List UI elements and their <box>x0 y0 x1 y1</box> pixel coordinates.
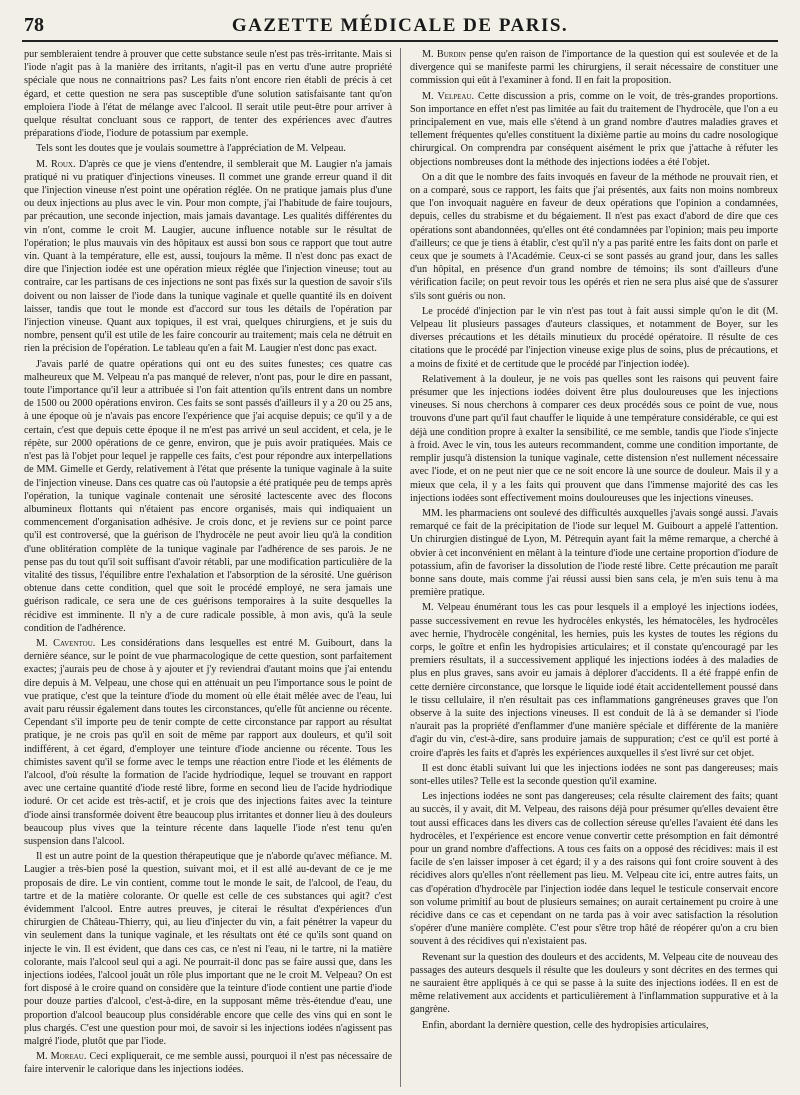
paragraph <box>410 90 778 169</box>
paragraph <box>410 951 778 1017</box>
paragraph <box>410 373 778 505</box>
speaker-name: M. Roux. <box>36 158 76 170</box>
paragraph-text: pense qu'en raison de l'importance de la question qui est soulevée et de la divergence qui se manifeste parmi les chirurgiens, il serait nécessaire de constituer une commission qui eût à l'examiner à fond. Il en fait la proposition. <box>410 49 778 87</box>
paragraph-text: Les considérations dans lesquelles est entré M. Guibourt, dans la dernière séance, sur le point de vue pharmacologique de cette question, sont parfaitement exactes; j'aurais peu de chose à y ajouter et j'y reviendrai d'autant moins que j'ai entendu dire depuis à M. Velpeau, une chose qui en atténuait un peu l'importance sous le point de vue pratique, c'est que la teinture d'iode du moment où elle était mêlée avec de l'eau, lui avait paru réussir également dans toutes les circonstances, qu'elle fût ancienne ou récente. Cependant s'il importe peu de tenir compte de cette circonstance par rapport au résultat pratique, je ne crois pas qu'il en soit de même par rapport aux douleurs, et qu'il soit indifférent, à cet égard, d'employer une teinture d'iode ancienne ou récente. Tous les chimistes savent qu'il se forme avec le temps une réaction entre l'iode et les éléments de l'alcool, d'où résulte la formation de l'acide hydriodique, lequel se trouvant en rapport avec une certaine quantité d'iode resté libre, forme en second lieu de l'acide hydriodique ioduré. Or cet acide est très-actif, et je crois que des injections faites avec la teinture d'iode ainsi transformée doivent être beaucoup plus irritantes et donner lieu à des douleurs beaucoup plus vives que la teinture récente dans laquelle l'iode n'est tenu qu'en suspension dans l'alcool. <box>24 637 392 847</box>
paragraph <box>410 48 778 88</box>
page-header <box>22 12 778 42</box>
paragraph <box>24 637 392 848</box>
paragraph <box>24 158 392 356</box>
paragraph <box>24 358 392 635</box>
paragraph-text: M. Velpeau énumérant tous les cas pour lesquels il a employé les injections iodées, passe successivement en revue les hydrocèles enkystés, les hématocèles, les hydrocèles avec hernie, l'hydrocèle congénital, les hernies, puis les kystes de toutes les régions du corps, le goître et enfin les hydropisies articulaires; et il constate qu'encouragé par les premiers résultats, il a successivement appliqué les injections iodées à des maladies de plus en plus graves, sans avoir eu jamais à déplorer d'accidents. Il a été frappé enfin de cette dernière circonstance, que lorsque le liquide iodé était accidentellement poussé dans le tissu cellulaire, il n'en résultait pas ces inflammations gangréneuses graves que l'on observe à la suite des injections vineuses. Il est conduit de là à se demander si l'iode n'aurait pas la propriété d'enflammer d'une manière spéciale et différente de la manière d'agir du vin, c'est-à-dire, sans produire jamais de suppuration; c'est ce qu'il est porté à croire d'après les faits et d'après les expériences auxquelles il s'est livré sur cet objet. <box>410 602 778 759</box>
paragraph <box>24 142 392 155</box>
column-divider <box>400 48 401 1087</box>
paragraph <box>24 850 392 1048</box>
paragraph-text: J'avais parlé de quatre opérations qui ont eu des suites funestes; ces quatre cas malheureux que M. Velpeau n'a pas manqué de relever, n'ont pas, pour le dire en passant, toute l'importance qu'il leur a attribuée si l'on fait attention qu'ils entrent dans un nombre de 1500 ou 2000 opérations environ. Ces faits se sont passés d'ailleurs il y a 20 ou 25 ans, à une époque où je n'avais pas encore l'expérience que j'ai acquise depuis; ce qu'il y a de certain, c'est que depuis cette époque il ne m'est pas arrivé un seul accident, et cela, je le répète, sur 2000 opérations de ce genre, environ, que je puis avoir pratiquées. Mais ce n'est pas là l'objet pour lequel je rappelle ces faits, c'est pour répondre aux interpellations de MM. Gimelle et Gerdy, relativement à l'état que présente la tunique vaginale à la suite de l'injection vineuse. Dans ces quatre cas où l'autopsie a été pratiquée peu de temps après l'opération, la tunique vaginale contenait une sérosité lactescente avec des flocons albumineux flottants qui n'étaient pas encore organisés, mais qui indiquaient un commencement d'organisation adhésive. Je crois donc, et je reviens sur ce point parce qu'il est controversé, que la guérison de l'hydrocèle ne peut avoir lieu qu'à la condition d'une oblitération complète de la tunique vaginale par l'adhérence de ses parois. Je ne pense pas du tout qu'il soit suffisant d'avoir rétabli, par une modification particulière de la vitalité des tissus, l'équilibre entre l'exhalation et l'absorption de la sérosité. Une guérison obtenue dans cette condition, quel que soit le procédé employé, ne sera jamais une guérison radicale, ce sera une de ces guérisons temporaires à la suite desquelles la récidive est imminente. Il n'y a de cure radicale possible, à mon avis, qu'à la seule condition de l'adhérence. <box>24 358 392 634</box>
paragraph <box>410 507 778 599</box>
page-number: 78 <box>24 14 44 36</box>
speaker-name: M. Burdin <box>422 49 466 60</box>
paragraph-text: Relativement à la douleur, je ne vois pas quelles sont les raisons qui peuvent faire présumer que les injections iodées doivent être plus douloureuses que les injections vineuses. Si nous cherchons à comparer ces deux procédés sous ce point de vue, nous trouvons d'une part qu'il faut chauffer le liquide à une température considérable, ce qui est déjà une condition propre à exalter la sensibilité, ce me semble, tandis que l'iode s'injecte à froid. Avec le vin, tous les auteurs recommandent, comme une condition importante, de remplir jusqu'à distension la tunique vaginale, cette distension n'est nullement nécessaire avec l'iode, et on ne peut nier que ce ne soit encore là une source de douleur. Mais il y a mieux que cela, il y a les faits qui prouvent que dans l'immense majorité des cas les injections iodées sont effectivement moins douloureuses que les injections vineuses. <box>410 373 778 504</box>
paragraph-text: D'après ce que je viens d'entendre, il semblerait que M. Laugier n'a jamais pratiqué ni vu pratiquer d'injections vineuses. Il commet une grande erreur quand il dit que l'injection vineuse n'est point une opération réglée. On ne pratique jamais plus d'une ou deux injections au plus avec le vin. Pour mon compte, j'ai l'habitude de faire toujours, par précaution, une seconde injection, mais jamais davantage. Les qualités différentes du vin n'ont, comme le croit M. Laugier, aucune influence notable sur le résultat de l'opération; le plus mauvais vin des hôpitaux est aussi bon sous ce rapport que tout autre vin. Quant à la température, elle est, aussi, toujours la même. Il n'est donc pas exact de dire que l'injection iodée est une opération mieux réglée que l'injection vineuse; tout au contraire, car les partisans de ces injections ne sont pas fixés sur la question de savoir s'ils doivent ou non laisser de l'iode dans la tunique vaginale et quelle quantité ils en doivent laisser, tandis que tout le monde est d'accord sur tous les détails de l'opération par l'injection vineuse. Quant aux topiques, il est vrai, quelques chirurgiens, et je suis du nombre, pensent qu'il est utile de les faire concourir au traitement; mais cela ne détruit en rien la précision de l'opération. Le tableau qu'en a fait M. Laugier n'est donc pas exact. <box>24 158 392 355</box>
paragraph <box>410 171 778 303</box>
paragraph-text: MM. les pharmaciens ont soulevé des difficultés auxquelles j'avais songé aussi. J'avais remarqué ce fait de la précipitation de l'iode sur lequel M. Guibourt a appelé l'attention. Un chirurgien distingué de Lyon, M. Pétrequin ayant fait la même remarque, a cherché à obvier à cet inconvénient en mêlant à la teinture d'iode une certaine proportion d'iodure de potassium, afin de favoriser la dissolution de l'iode resté libre. Cette précaution me paraît bonne sans doute, mais comme j'ai réussi aussi bien sans cela, je m'en suis tenu à ma première pratique. <box>410 507 778 599</box>
paragraph <box>24 1050 392 1076</box>
paragraph-text: Les injections iodées ne sont pas dangereuses; cela résulte clairement des faits; quant au succès, il y avait, dit M. Velpeau, des raisons déjà pour présumer qu'elles devaient être tout aussi efficaces dans les divers cas de collection séreuse qu'elles l'avaient été dans les hydrocèles, et l'expérience est encore venue convertir cette présomption en fait démontré pour un grand nombre d'affections. A tous ces faits on a opposé des récidives: mais il est facile de s'en laisser imposer à cet égard; il y a des raisons qui font croire souvent à des récidives alors qu'elles n'ont réellement pas lieu. M. Velpeau cite ici, entre autres faits, un cas d'opération d'hydrocèle par l'injection iodée dans lequel le testicule conservait encore son volume primitif au bout de plusieurs semaines; on aurait certainement pu croire à une récidive dans ce cas et cependant on ne tarda pas à voir avec satisfaction la résolution s'opérer d'une manière complète. C'est pour s'être trop hâté de réopérer qu'on a cru bien souvent à des récidives qui n'existaient pas. <box>410 791 778 948</box>
speaker-name: M. Moreau. <box>36 1051 87 1063</box>
paragraph-text: Tels sont les doutes que je voulais soumettre à l'appréciation de M. Velpeau. <box>36 143 346 155</box>
paragraph <box>410 790 778 948</box>
paragraph-text: Il est donc établi suivant lui que les injections iodées ne sont pas dangereuses; mais sont-elles utiles? Telle est la seconde question qu'il examine. <box>410 762 778 787</box>
paragraph <box>24 48 392 140</box>
paragraph-text: pur sembleraient tendre à prouver que cette substance seule n'est pas très-irritante. Mais si l'iode n'agit pas à la manière des irritants, n'agit-il pas en vertu d'une autre propriété spéciale que nous ne connaitrions pas? Les faits n'ont encore rien établi de précis à cet égard, et cette question ne sera pas susceptible d'une solution satisfaisante tant qu'on emploiera l'iode à l'état de mélange avec l'alcool. Il serait utile peut-être pour arriver à quelque résultat concluant sous ce rapport, de tenter des expériences avec d'autres préparations d'iode, l'iodure de potassium par exemple. <box>24 49 392 140</box>
paragraph-text: Le procédé d'injection par le vin n'est pas tout à fait aussi simple qu'on le dit (M. Velpeau lit plusieurs passages d'auteurs classiques, et notamment de Boyer, sur les diverses précautions et les détails minutieux du procédé opératoire. Il résulte de ces citations que le procédé par l'injection vineuse exige plus de soins, plus de précautions, et a moins de fixité et de certitude que le procédé par l'injection iodée). <box>410 305 778 370</box>
paragraph <box>410 305 778 371</box>
paragraph <box>410 762 778 788</box>
journal-title: GAZETTE MÉDICALE DE PARIS. <box>231 15 569 36</box>
paragraph <box>410 601 778 759</box>
speaker-name: M. Caventou. <box>36 637 96 649</box>
paragraph-text: Ceci expliquerait, ce me semble aussi, pourquoi il n'est pas nécessaire de faire intervenir le calorique dans les injections iodées. <box>24 1051 392 1076</box>
paragraph-text: Enfin, abordant la dernière question, celle des hydropisies articulaires, <box>422 1019 709 1031</box>
paragraph-text: Il est un autre point de la question thérapeutique que je n'aborde qu'avec méfiance. M. Laugier a très-bien posé la question, suivant moi, et il est allé au-devant de ce je me proposais de dire. Le vin contient, comme tout le monde le sait, de l'alcool, de l'eau, du tartre et de la matière colorante. Or quelle est celle de ces substances qui agit? c'est évidemment l'alcool. Entre autres preuves, je citerai le résultat d'expériences d'un chirurgien de Château-Thierry, qui, au lieu d'injecter du vin, a fait pénétrer la vapeur du vin seulement dans la tunique vaginale, et les résultats ont été ce qu'ils sont quand on injecte le vin. Il est évident, que dans ces cas, ce n'est ni l'eau, ni le tartre, ni la matière colorante, mais l'alcool seul qui a agi. Ne pourrait-il donc pas se faire aussi que, dans les injections iodées, l'alcool jouât un rôle plus important que ne le croit M. Velpeau? On est fort disposé à le croire quand on considère que la teinture d'iode contient une partie d'iode pour douze parties d'alcool, c'est-à-dire, en la supposant même très-étendue d'eau, une proportion d'alcool beaucoup plus considérable encore que celle des vins qui en sont le plus chargés. C'est une question pour moi, de savoir si les injections iodées n'agissent pas malgré l'iode, plutôt que par l'iode. <box>24 851 392 1048</box>
right-column <box>410 48 778 1089</box>
paragraph-text: Revenant sur la question des douleurs et des accidents, M. Velpeau cite de nouveau des passages des auteurs desquels il résulte que les douleurs y sont décrites en des termes qui ne sauraient être appliqués à ce qui se passe à la suite des injections iodées. Il en est de même relativement aux accidents et particulièrement à l'inflammation suppurative et à la gangrène. <box>410 951 778 1016</box>
paragraph <box>410 1019 778 1032</box>
paragraph-text: Cette discussion a pris, comme on le voit, de très-grandes proportions. Son importance en effet n'est pas limitée au fait du traitement de l'hydrocèle, que l'on a eu principalement en vue, mais elle s'étend à un grand nombre d'autres maladies graves et tellement fréquentes qu'elles constituent la dixième partie au moins du cadre nosologique chirurgical. On comprendra par conséquent aisément le prix que j'attache à réfuter les objections nombreuses dont la méthode des injections iodées a été l'objet. <box>410 90 778 168</box>
left-column <box>24 48 392 1089</box>
paragraph-text: On a dit que le nombre des faits invoqués en faveur de la méthode ne prouvait rien, et on a comparé, sous ce rapport, les faits que j'ai présentés, aux faits non moins nombreux que l'on invoquait naguère en faveur de deux opérations que l'opinion a condamnées, depuis, celles du strabisme et du bégaiement. Il n'est pas exact d'abord de dire que ces opérations sont abandonnées, qu'elles ont été condamnées par l'opinion; mais peu importe d'ailleurs; ce que je tiens à établir, c'est qu'il n'y a pas parité entre les faits dont on parle et ceux que je soumets à l'Académie. Ceux-ci se sont passés au grand jour, dans les salles d'un hôpital, en présence d'un grand nombre de témoins; ils sont d'ailleurs d'une vérification facile; on peut revoir tous les opérés et rien ne sera plus aisé que de s'assurer s'ils sont guéris ou non. <box>410 171 778 302</box>
speaker-name: M. Velpeau. <box>422 90 475 102</box>
